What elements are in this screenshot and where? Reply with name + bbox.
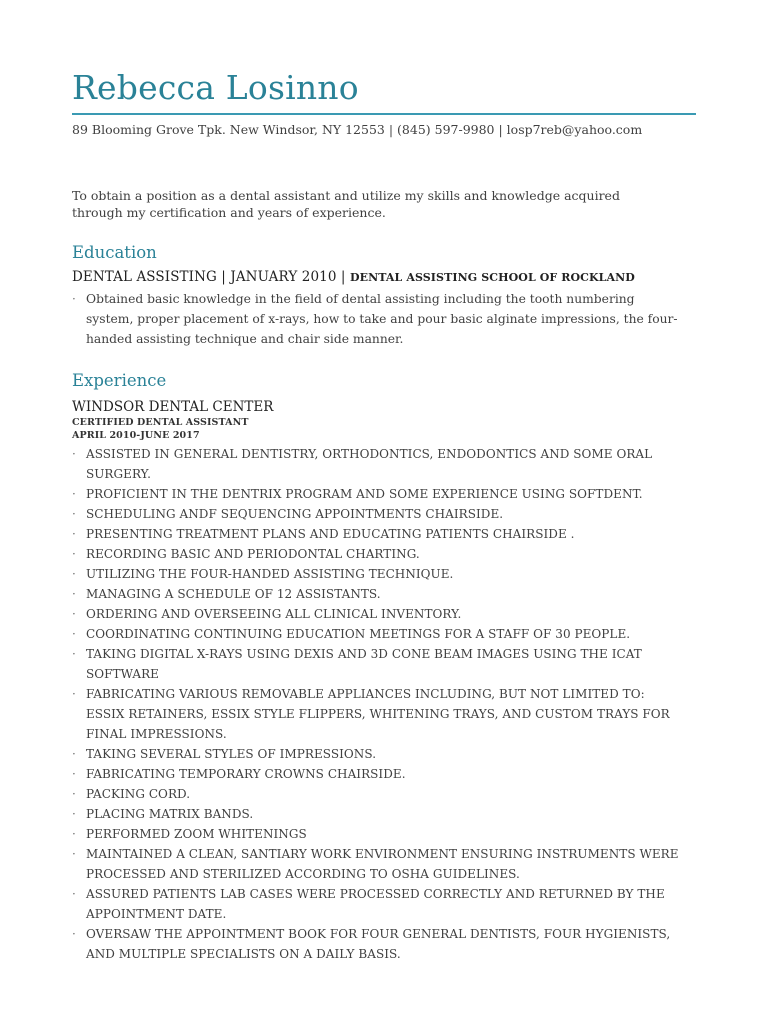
bullet-text: PRESENTING TREATMENT PLANS AND EDUCATING PATIENTS CHAIRSIDE . [86,527,575,541]
bullet-icon: · [72,687,76,701]
objective-text: To obtain a position as a dental assistant and utilize my skills and knowledge acquired through my certification and years of experience. [72,188,620,220]
experience-heading: Experience [72,371,167,390]
list-item [72,584,682,604]
bullet-icon: · [72,747,76,761]
bullet-text: COORDINATING CONTINUING EDUCATION MEETINGS FOR A STAFF OF 30 PEOPLE. [86,627,631,641]
list-item [72,884,682,924]
list-item [72,444,682,484]
list-item [72,644,682,684]
bullet-text: PROFICIENT IN THE DENTRIX PROGRAM AND SOME EXPERIENCE USING SOFTDENT. [86,487,643,501]
bullet-icon: · [72,547,76,561]
bullet-icon: · [72,647,76,661]
bullet-text: ASSISTED IN GENERAL DENTISTRY, ORTHODONTICS, ENDODONTICS AND SOME ORAL SURGERY. [86,447,653,481]
list-item [72,624,682,644]
bullet-icon: · [72,827,76,841]
employer-name: WINDSOR DENTAL CENTER [72,399,274,415]
list-item [72,604,682,624]
list-item [72,764,682,784]
bullet-icon: · [72,847,76,861]
bullet-text: FABRICATING TEMPORARY CROWNS CHAIRSIDE. [86,767,406,781]
degree-title: DENTAL ASSISTING | JANUARY 2010 | [72,269,350,285]
list-item [72,744,682,764]
bullet-icon: · [72,767,76,781]
bullet-icon: · [72,292,76,306]
bullet-text: MAINTAINED A CLEAN, SANTIARY WORK ENVIRONMENT ENSURING INSTRUMENTS WERE PROCESSED AND STERILIZED ACCORDING TO OSHA GUIDELINES. [86,847,679,881]
degree-line [72,269,635,285]
list-item [72,524,682,544]
bullet-text: UTILIZING THE FOUR-HANDED ASSISTING TECHNIQUE. [86,567,454,581]
list-item [72,484,682,504]
bullet-icon: · [72,587,76,601]
bullet-icon: · [72,807,76,821]
list-item [72,804,682,824]
bullet-icon: · [72,507,76,521]
education-heading: Education [72,243,157,262]
bullet-text: OVERSAW THE APPOINTMENT BOOK FOR FOUR GENERAL DENTISTS, FOUR HYGIENISTS, AND MULTIPLE SPECIALISTS ON A DAILY BASIS. [86,927,671,961]
header-divider [72,113,696,115]
experience-bullet-list [72,444,682,964]
bullet-icon: · [72,527,76,541]
bullet-text: FABRICATING VARIOUS REMOVABLE APPLIANCES INCLUDING, BUT NOT LIMITED TO: ESSIX RETAINERS, ESSIX STYLE FLIPPERS, WHITENING TRAYS, AND CUSTOM TRAYS FOR FINAL IMPRESSIONS. [86,687,670,741]
bullet-icon: · [72,927,76,941]
contact-line: 89 Blooming Grove Tpk. New Windsor, NY 12553 | (845) 597-9980 | losp7reb@yahoo.com [72,122,643,137]
job-dates: APRIL 2010-JUNE 2017 [72,430,200,441]
bullet-icon: · [72,887,76,901]
bullet-text: Obtained basic knowledge in the field of dental assisting including the tooth numbering system, proper placement of x-rays, how to take and pour basic alginate impressions, the four-handed assisting technique and chair side manner. [86,292,678,346]
bullet-icon: · [72,607,76,621]
bullet-text: PLACING MATRIX BANDS. [86,807,254,821]
bullet-text: ORDERING AND OVERSEEING ALL CLINICAL INVENTORY. [86,607,462,621]
bullet-text: PACKING CORD. [86,787,191,801]
list-item [72,564,682,584]
bullet-text: MANAGING A SCHEDULE OF 12 ASSISTANTS. [86,587,381,601]
education-bullet-list [72,289,682,349]
bullet-text: TAKING DIGITAL X-RAYS USING DEXIS AND 3D CONE BEAM IMAGES USING THE ICAT SOFTWARE [86,647,642,681]
list-item [72,504,682,524]
bullet-icon: · [72,627,76,641]
job-title: CERTIFIED DENTAL ASSISTANT [72,417,249,428]
list-item [72,784,682,804]
bullet-icon: · [72,487,76,501]
bullet-text: RECORDING BASIC AND PERIODONTAL CHARTING. [86,547,420,561]
list-item [72,924,682,964]
school-name: DENTAL ASSISTING SCHOOL OF ROCKLAND [349,271,635,284]
resume-name: Rebecca Losinno [72,68,359,107]
list-item [72,544,682,564]
bullet-icon: · [72,567,76,581]
bullet-text: ASSURED PATIENTS LAB CASES WERE PROCESSED CORRECTLY AND RETURNED BY THE APPOINTMENT DATE. [86,887,665,921]
list-item [72,824,682,844]
list-item [72,289,682,349]
bullet-text: TAKING SEVERAL STYLES OF IMPRESSIONS. [86,747,377,761]
bullet-text: SCHEDULING ANDF SEQUENCING APPOINTMENTS CHAIRSIDE. [86,507,504,521]
list-item [72,844,682,884]
bullet-icon: · [72,447,76,461]
list-item [72,684,682,744]
bullet-icon: · [72,787,76,801]
bullet-text: PERFORMED ZOOM WHITENINGS [86,827,307,841]
